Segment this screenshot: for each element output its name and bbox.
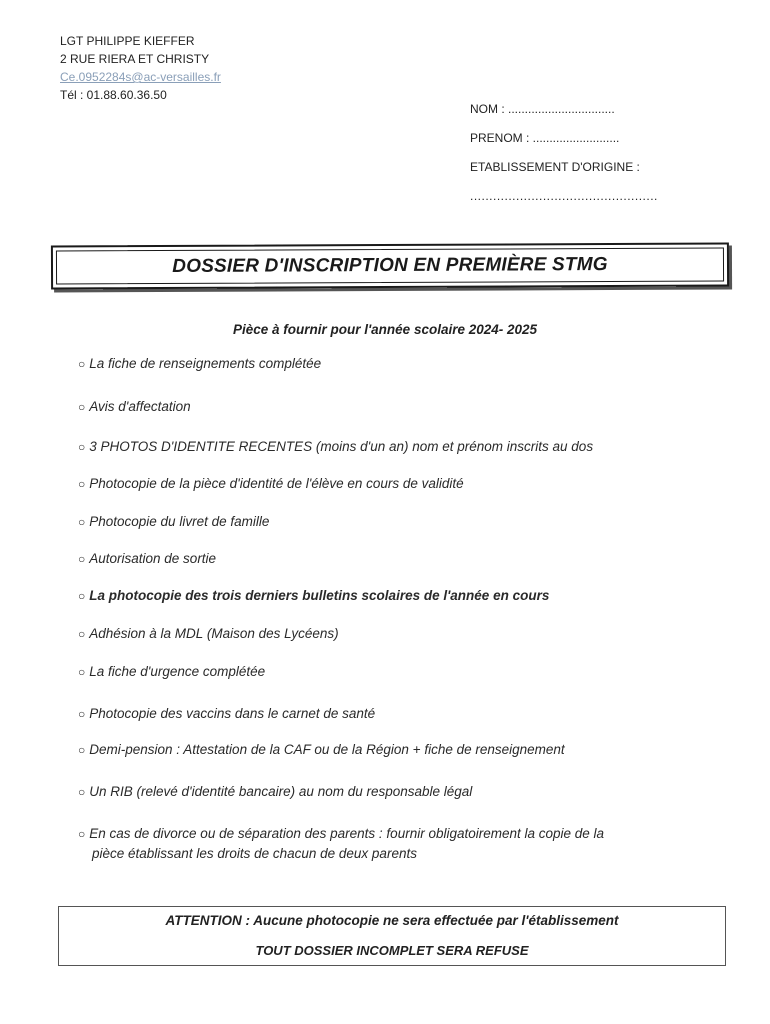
notice-line-1: ATTENTION : Aucune photocopie ne sera effectuée par l'établissement [165, 913, 619, 928]
list-item [78, 740, 728, 760]
list-item-text: La fiche de renseignements complétée [89, 356, 322, 371]
etablissement-label: ETABLISSEMENT D'ORIGINE : [470, 160, 640, 174]
list-item-text: La photocopie des trois derniers bulletins scolaires de l'année en cours [89, 588, 550, 603]
notice-line-2: TOUT DOSSIER INCOMPLET SERA REFUSE [255, 943, 529, 958]
bullet-icon: ○ [78, 707, 86, 721]
list-item [78, 397, 728, 417]
bullet-icon: ○ [78, 665, 86, 679]
list-item-text: Un RIB (relevé d'identité bancaire) au nom du responsable légal [89, 784, 473, 799]
page-title: DOSSIER D'INSCRIPTION EN PREMIÈRE STMG [172, 254, 608, 277]
prenom-field: PRENOM : .......................... [470, 131, 620, 145]
list-item-text: Photocopie des vaccins dans le carnet de santé [89, 706, 376, 721]
list-item [78, 586, 728, 606]
list-item-text: Adhésion à la MDL (Maison des Lycéens) [89, 626, 339, 641]
list-item [78, 354, 728, 374]
bullet-icon: ○ [78, 400, 86, 414]
list-item-continuation: pièce établissant les droits de chacun de deux parents [92, 846, 417, 861]
school-email[interactable]: Ce.0952284s@ac-versailles.fr [60, 70, 221, 84]
title-inner-border [56, 248, 724, 285]
list-item [78, 437, 728, 457]
list-item-text: Autorisation de sortie [89, 551, 217, 566]
bullet-icon: ○ [78, 743, 86, 757]
list-item-text: Photocopie de la pièce d'identité de l'élève en cours de validité [89, 476, 464, 491]
bullet-icon: ○ [78, 515, 86, 529]
list-item [78, 512, 728, 532]
school-name: LGT PHILIPPE KIEFFER [60, 34, 195, 48]
bullet-icon: ○ [78, 477, 86, 491]
list-item [78, 704, 728, 724]
bullet-icon: ○ [78, 552, 86, 566]
title-box [51, 243, 729, 290]
list-item-text: Demi-pension : Attestation de la CAF ou de la Région + fiche de renseignement [89, 742, 565, 757]
school-header [60, 32, 221, 104]
list-item [78, 549, 728, 569]
list-item [78, 782, 728, 802]
bullet-icon: ○ [78, 589, 86, 603]
school-phone: Tél : 01.88.60.36.50 [60, 88, 167, 102]
list-item-text: En cas de divorce ou de séparation des parents : fournir obligatoirement la copie de la [89, 826, 605, 841]
list-item-text: 3 PHOTOS D'IDENTITE RECENTES (moins d'un an) nom et prénom inscrits au dos [89, 439, 594, 454]
list-item-text: Photocopie du livret de famille [89, 514, 270, 529]
subtitle: Pièce à fournir pour l'année scolaire 2024- 2025 [232, 322, 538, 337]
list-item [78, 624, 728, 644]
list-item [78, 824, 728, 864]
list-item [78, 474, 728, 494]
school-address: 2 RUE RIERA ET CHRISTY [60, 52, 210, 66]
student-fields [470, 100, 658, 216]
bullet-icon: ○ [78, 440, 86, 454]
list-item-text: Avis d'affectation [89, 399, 191, 414]
list-item [78, 662, 728, 682]
nom-field: NOM : ................................ [470, 102, 615, 116]
bullet-icon: ○ [78, 627, 86, 641]
bullet-icon: ○ [78, 357, 86, 371]
bullet-icon: ○ [78, 827, 86, 841]
bullet-icon: ○ [78, 785, 86, 799]
list-item-text: La fiche d'urgence complétée [89, 664, 266, 679]
attention-notice [58, 906, 726, 966]
etablissement-field: ................................................. [470, 189, 658, 203]
